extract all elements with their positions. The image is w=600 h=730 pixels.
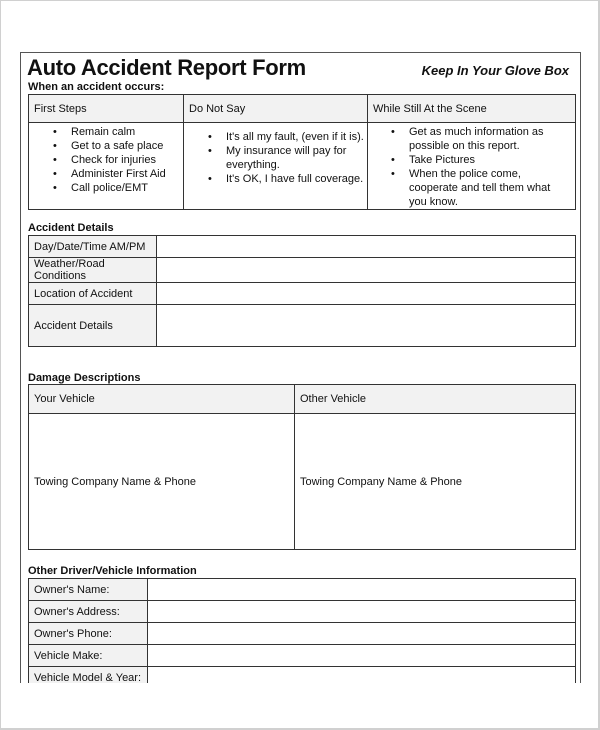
row-label: Vehicle Model & Year: [29,667,148,684]
list-item: • Check for injuries [71,153,183,167]
other-vehicle-field[interactable] [295,414,576,550]
vehicle-make-field[interactable] [148,645,576,667]
list-item: • It's OK, I have full coverage. [226,172,367,186]
other-driver-table [28,578,576,683]
page-title: Auto Accident Report Form [27,55,306,80]
towing-label: Towing Company Name & Phone [300,475,463,488]
row-label: Owner's Name: [29,579,148,601]
list-item: • Administer First Aid [71,167,183,181]
header-at-scene: While Still At the Scene [368,95,576,123]
row-label: Owner's Address: [29,601,148,623]
date-time-field[interactable] [157,236,576,258]
towing-label: Towing Company Name & Phone [34,475,197,488]
list-item: • When the police come, cooperate and tell them what you know. [409,167,571,209]
list-item: • Remain calm [71,125,183,139]
list-item: • Get as much information as possible on this report. [409,125,571,153]
row-label: Location of Accident [29,283,157,305]
other-driver-label: Other Driver/Vehicle Information [28,565,197,577]
your-vehicle-header: Your Vehicle [29,385,295,414]
owner-phone-field[interactable] [148,623,576,645]
accident-details-label: Accident Details [28,222,114,234]
other-vehicle-header: Other Vehicle [295,385,576,414]
your-vehicle-field[interactable] [29,414,295,550]
accident-details-field[interactable] [157,305,576,347]
header-first-steps: First Steps [29,95,184,123]
row-label: Vehicle Make: [29,645,148,667]
location-field[interactable] [157,283,576,305]
accident-table [28,235,576,347]
steps-table [28,94,576,210]
weather-field[interactable] [157,258,576,283]
owner-name-field[interactable] [148,579,576,601]
when-label: When an accident occurs: [28,81,165,93]
list-item: • Take Pictures [409,153,571,167]
vehicle-model-field[interactable] [148,667,576,684]
list-item: • My insurance will pay for everything. [226,144,367,172]
damage-table [28,384,576,550]
list-item: • It's all my fault, (even if it is). [226,130,367,144]
row-label: Day/Date/Time AM/PM [29,236,157,258]
document-page [20,52,581,683]
row-label: Weather/Road Conditions [29,258,157,283]
row-label: Accident Details [29,305,157,347]
header-do-not-say: Do Not Say [184,95,368,123]
list-item: • Call police/EMT [71,181,183,195]
first-steps-list [71,125,183,195]
owner-address-field[interactable] [148,601,576,623]
at-scene-list [409,125,571,209]
tagline: Keep In Your Glove Box [421,63,569,78]
list-item: • Get to a safe place [71,139,183,153]
do-not-say-list [226,130,367,186]
damage-label: Damage Descriptions [28,372,141,384]
row-label: Owner's Phone: [29,623,148,645]
